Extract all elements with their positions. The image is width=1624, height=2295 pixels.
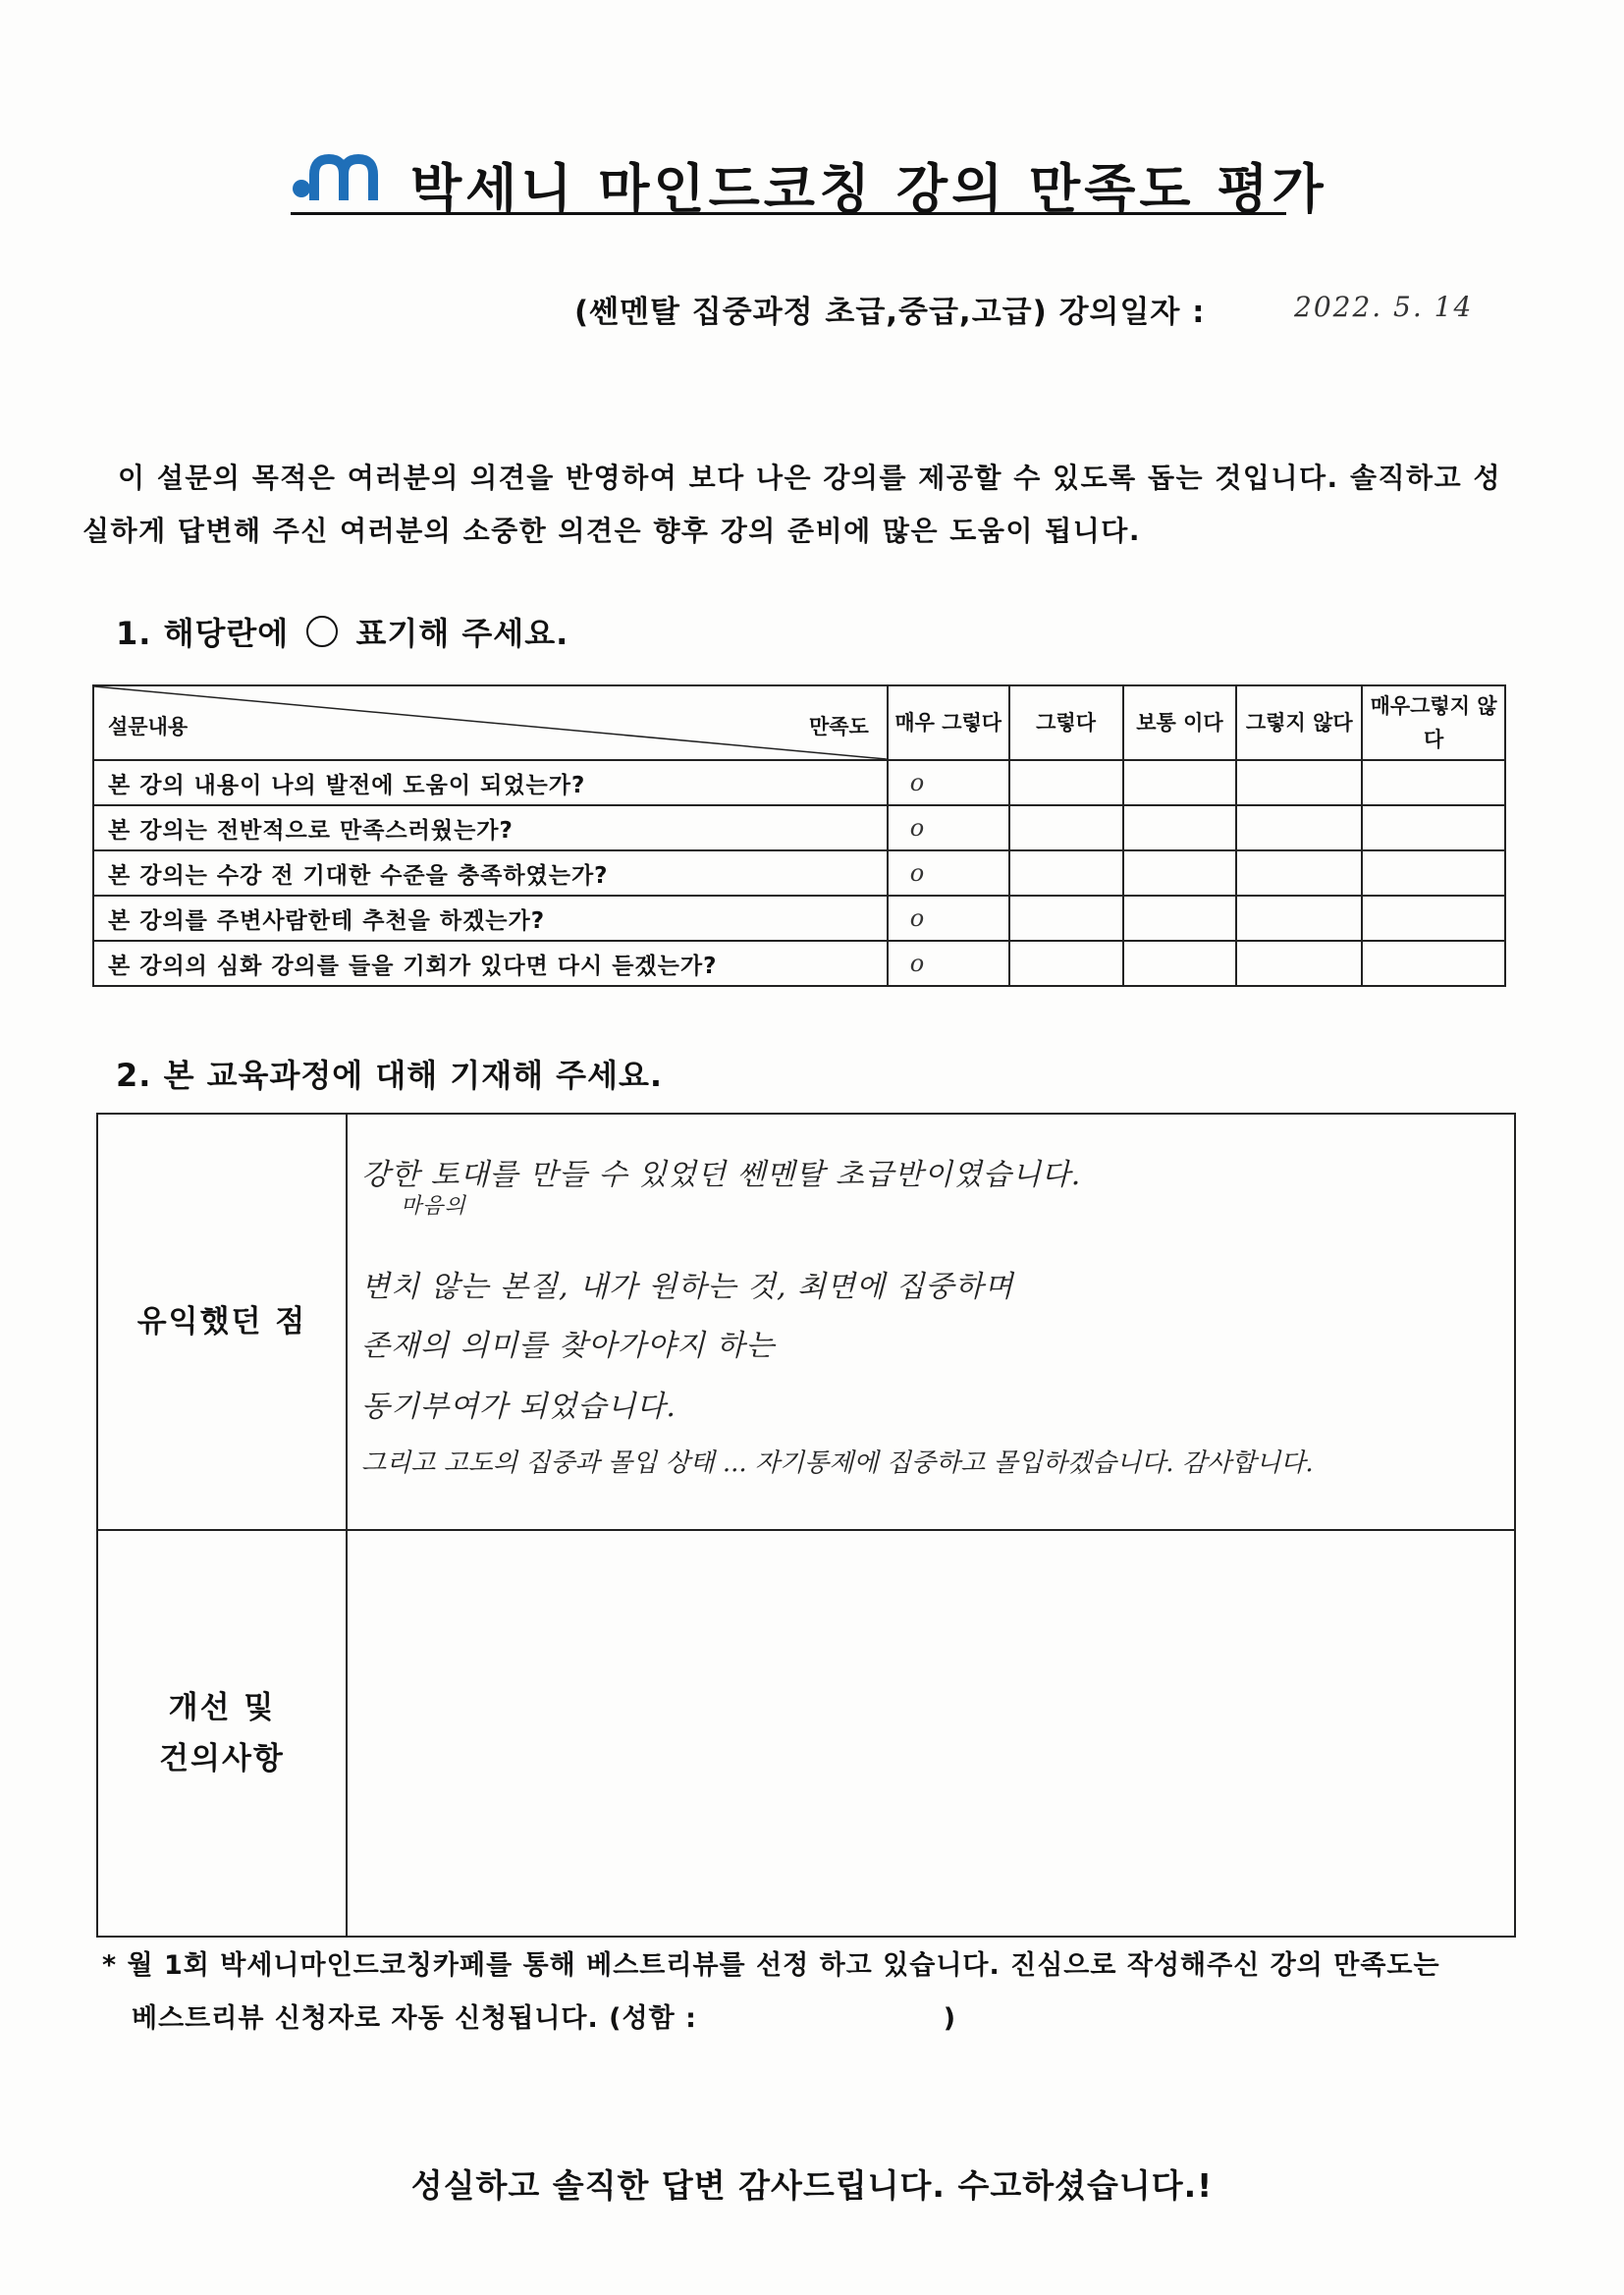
handwritten-line: 강한 토대를 만들 수 있었던 쎈멘탈 초급반이였습니다. xyxy=(361,1158,1082,1192)
table-header-row xyxy=(93,685,1505,760)
rating-cell[interactable] xyxy=(1123,760,1237,805)
handwritten-line: 마음의 xyxy=(401,1194,466,1219)
question-text: 본 강의의 심화 강의를 들을 기회가 있다면 다시 듣겠는가? xyxy=(93,941,888,986)
useful-answer[interactable] xyxy=(347,1114,1515,1530)
improve-row xyxy=(97,1530,1515,1937)
footnote-line2 xyxy=(102,1993,1506,2046)
footnote-close: ) xyxy=(943,2003,957,2034)
rating-cell[interactable] xyxy=(1009,896,1123,941)
rating-cell[interactable] xyxy=(1123,896,1237,941)
improve-answer[interactable] xyxy=(347,1530,1515,1937)
rating-cell[interactable] xyxy=(1236,805,1362,850)
rating-cell[interactable] xyxy=(1362,760,1505,805)
rating-mark[interactable]: o xyxy=(888,941,1009,986)
handwritten-line: 변치 않는 본질, 내가 원하는 것, 최면에 집중하며 xyxy=(361,1270,1014,1304)
column-header: 보통 이다 xyxy=(1123,685,1237,760)
column-header: 매우 그렇다 xyxy=(888,685,1009,760)
footnote-line2-text: 베스트리뷰 신청자로 자동 신청됩니다. (성함 : xyxy=(132,2003,697,2034)
table-row xyxy=(93,941,1505,986)
useful-label: 유익했던 점 xyxy=(97,1114,347,1530)
closing-message: 성실하고 솔직한 답변 감사드립니다. 수고하셨습니다.! xyxy=(410,2166,1214,2205)
table-row xyxy=(93,760,1505,805)
section2-heading: 2. 본 교육과정에 대해 기재해 주세요. xyxy=(116,1057,664,1094)
column-header: 그렇다 xyxy=(1009,685,1123,760)
improve-label-line1: 개선 및 xyxy=(168,1690,276,1725)
diagonal-line xyxy=(94,686,887,759)
question-text: 본 강의를 주변사람한테 추천을 하겠는가? xyxy=(93,896,888,941)
column-header: 매우그렇지 않다 xyxy=(1362,685,1505,760)
section1-heading-before: 1. 해당란에 xyxy=(116,615,290,652)
section1-heading xyxy=(116,609,568,654)
intro-paragraph: 이 설문의 목적은 여러분의 의견을 반영하여 보다 나은 강의를 제공할 수 있도록 돕는 것입니다. 솔직하고 성실하게 답변해 주신 여러분의 소중한 의견은 향후 강의 준비에 많은 도움이 됩니다. xyxy=(82,462,1501,547)
rating-cell[interactable] xyxy=(1236,941,1362,986)
seny-logo-icon xyxy=(293,147,383,204)
table-row xyxy=(93,805,1505,850)
question-text: 본 강의는 수강 전 기대한 수준을 충족하였는가? xyxy=(93,850,888,896)
column-header: 그렇지 않다 xyxy=(1236,685,1362,760)
question-text: 본 강의는 전반적으로 만족스러웠는가? xyxy=(93,805,888,850)
handwritten-line: 동기부여가 되었습니다. xyxy=(361,1390,677,1424)
footnote-line1: * 월 1회 박세니마인드코칭카페를 통해 베스트리뷰를 선정 하고 있습니다. 진심으로 작성해주신 강의 만족도는 xyxy=(102,1950,1440,1981)
rating-cell[interactable] xyxy=(1362,896,1505,941)
footnote xyxy=(102,1940,1506,2046)
rating-mark[interactable]: o xyxy=(888,805,1009,850)
rating-cell[interactable] xyxy=(1236,896,1362,941)
handwritten-line: 그리고 고도의 집중과 몰입 상태 ... 자기통제에 집중하고 몰입하겠습니다. 감사합니다. xyxy=(361,1448,1314,1478)
lecture-info: (쎈멘탈 집중과정 초급,중급,고급) 강의일자 : xyxy=(574,295,1206,330)
satisfaction-table xyxy=(92,684,1506,987)
rating-cell[interactable] xyxy=(1123,805,1237,850)
rating-cell[interactable] xyxy=(1362,850,1505,896)
rating-cell[interactable] xyxy=(1009,850,1123,896)
rating-cell[interactable] xyxy=(1362,941,1505,986)
header-diagonal-cell xyxy=(93,685,888,760)
title-block xyxy=(291,143,1327,220)
rating-cell[interactable] xyxy=(1123,850,1237,896)
table-row xyxy=(93,896,1505,941)
rating-cell[interactable] xyxy=(1362,805,1505,850)
header-question: 설문내용 xyxy=(108,715,189,738)
rating-mark[interactable]: o xyxy=(888,850,1009,896)
page-title: 박세니 마인드코칭 강의 만족도 평가 xyxy=(410,158,1327,220)
rating-cell[interactable] xyxy=(1009,805,1123,850)
table-row xyxy=(93,850,1505,896)
rating-cell[interactable] xyxy=(1236,850,1362,896)
rating-mark[interactable]: o xyxy=(888,896,1009,941)
lecture-date: 2022. 5. 14 xyxy=(1294,291,1474,323)
section1-heading-after: 표기해 주세요. xyxy=(355,615,569,652)
rating-mark[interactable]: o xyxy=(888,760,1009,805)
useful-row xyxy=(97,1114,1515,1530)
comments-table xyxy=(96,1113,1516,1938)
header-satisfaction: 만족도 xyxy=(808,715,869,738)
rating-cell[interactable] xyxy=(1009,941,1123,986)
rating-cell[interactable] xyxy=(1123,941,1237,986)
circle-icon xyxy=(306,616,338,647)
handwritten-line: 존재의 의미를 찾아가야지 하는 xyxy=(361,1329,776,1363)
rating-cell[interactable] xyxy=(1009,760,1123,805)
question-text: 본 강의 내용이 나의 발전에 도움이 되었는가? xyxy=(93,760,888,805)
improve-label xyxy=(97,1530,347,1937)
rating-cell[interactable] xyxy=(1236,760,1362,805)
improve-label-line2: 건의사항 xyxy=(159,1741,285,1776)
